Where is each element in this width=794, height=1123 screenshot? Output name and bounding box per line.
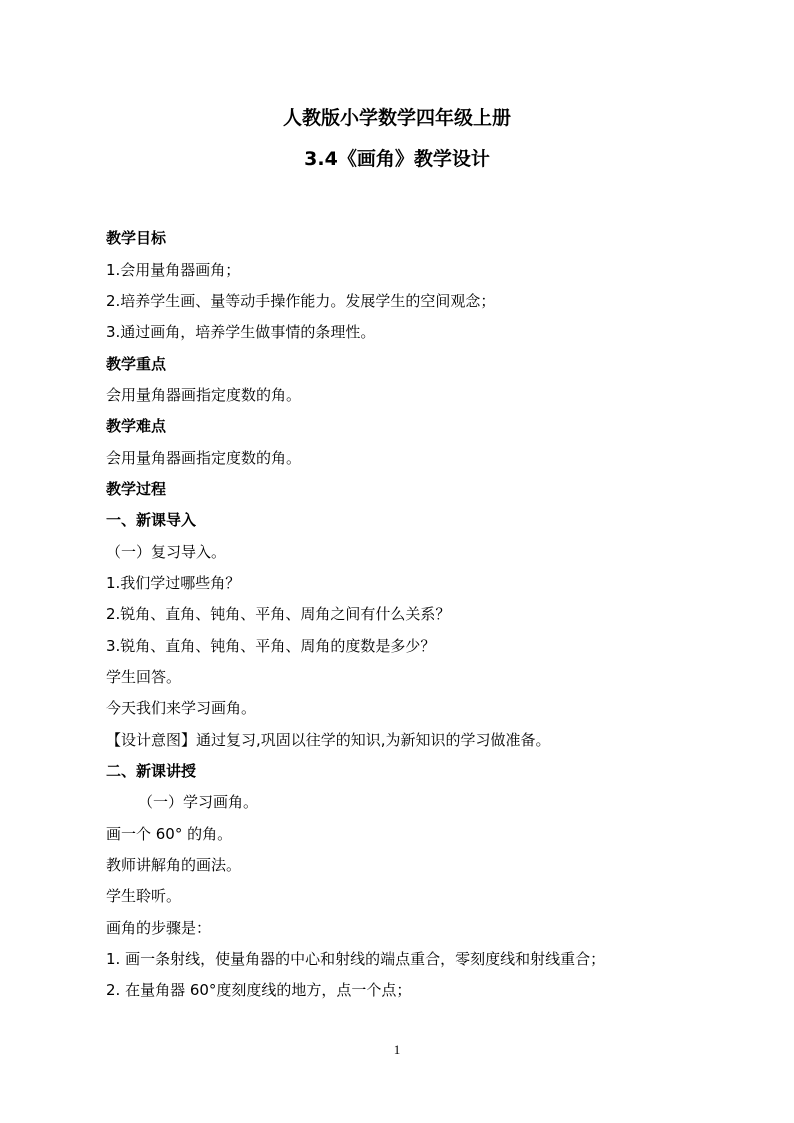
document-title: 人教版小学数学四年级上册: [282, 107, 511, 129]
text-line: 会用量角器画指定度数的角。: [106, 386, 302, 404]
text-line: 画角的步骤是：: [106, 919, 212, 937]
section-heading-objectives: 教学目标: [106, 229, 167, 247]
text-line: 2.培养学生画、量等动手操作能力。发展学生的空间观念；: [106, 292, 496, 310]
text-line: 1.我们学过哪些角？: [106, 574, 241, 592]
text-line: 今天我们来学习画角。: [106, 699, 257, 717]
text-line: 1.会用量角器画角；: [106, 261, 241, 279]
design-intent-line: 【设计意图】通过复习,巩固以往学的知识,为新知识的学习做准备。: [106, 731, 551, 749]
section-heading-new-lesson: 二、新课讲授: [106, 762, 197, 780]
text-line: 画一个 60° 的角。: [106, 825, 233, 843]
section-heading-intro: 一、新课导入: [106, 511, 197, 529]
text-line: 2. 在量角器 60°度刻度线的地方，点一个点；: [106, 981, 412, 999]
text-line: 2.锐角、直角、钝角、平角、周角之间有什么关系？: [106, 605, 451, 623]
section-heading-key-points: 教学重点: [106, 355, 167, 373]
section-heading-difficulties: 教学难点: [106, 417, 167, 435]
text-line: （一）学习画角。: [138, 793, 259, 811]
page-number: 1: [393, 1042, 401, 1057]
section-heading-process: 教学过程: [106, 480, 167, 498]
text-line: 1. 画一条射线，使量角器的中心和射线的端点重合，零刻度线和射线重合；: [106, 950, 606, 968]
text-line: 教师讲解角的画法。: [106, 856, 242, 874]
text-line: 3.锐角、直角、钝角、平角、周角的度数是多少？: [106, 637, 436, 655]
text-line: 学生聆听。: [106, 887, 182, 905]
text-line: 3.通过画角，培养学生做事情的条理性。: [106, 323, 376, 341]
text-line: （一）复习导入。: [106, 543, 227, 561]
text-line: 会用量角器画指定度数的角。: [106, 449, 302, 467]
text-line: 学生回答。: [106, 668, 182, 686]
document-subtitle: 3.4《画角》教学设计: [304, 148, 490, 170]
